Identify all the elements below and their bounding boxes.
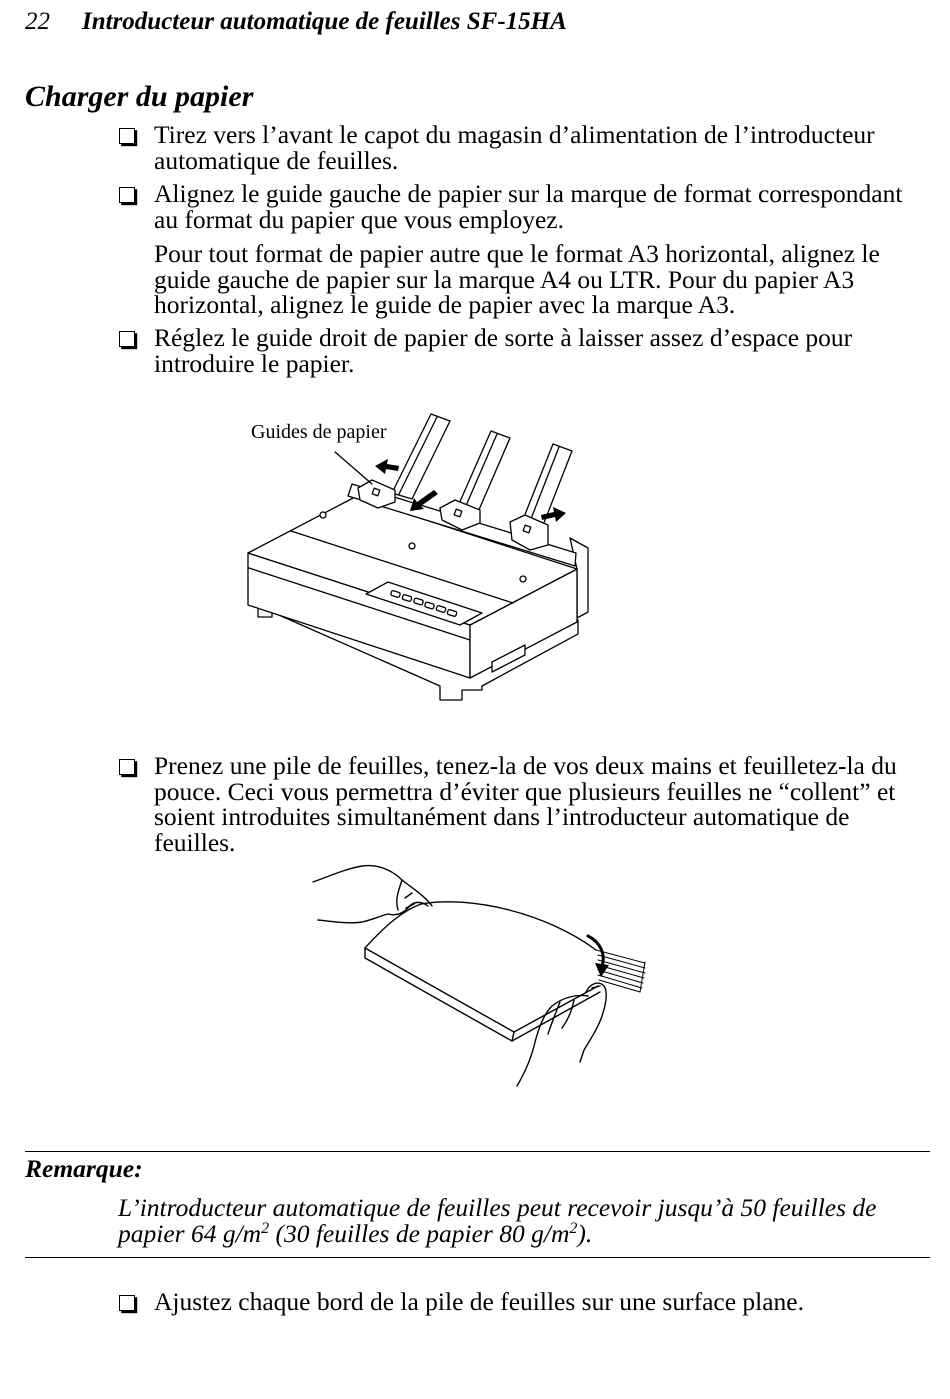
hands-fanning-paper-illustration	[305, 855, 655, 1095]
printer-illustration	[240, 405, 600, 705]
note-text: (30 feuilles de papier 80 g/m	[269, 1218, 570, 1248]
figure-label-paper-guides: Guides de papier	[251, 421, 387, 443]
list-item	[154, 1289, 804, 1315]
paragraph-line: horizontal, alignez le guide de papier avec la marque A3.	[154, 290, 736, 319]
item-text-line: Tirez vers l’avant le capot du magasin d’alimentation de l’introducteur	[154, 120, 875, 149]
note-body	[118, 1195, 876, 1246]
checkbox-icon	[119, 331, 135, 347]
superscript: 2	[569, 1219, 578, 1237]
arrow-left-icon	[375, 459, 399, 474]
screw	[409, 543, 415, 549]
label-leader-line	[335, 452, 372, 484]
left-hand	[313, 866, 432, 923]
note-text: papier 64 g/m	[118, 1218, 262, 1248]
item-text-line: soient introduites simultanément dans l’introducteur automatique de	[154, 802, 850, 831]
section-title: Charger du papier	[25, 80, 254, 113]
item-text-line: automatique de feuilles.	[154, 145, 399, 175]
right-hand	[517, 983, 606, 1086]
item-text-line: Ajustez chaque bord de la pile de feuilles sur une surface plane.	[154, 1287, 804, 1316]
paragraph-line: Pour tout format de papier autre que le format A3 horizontal, alignez le	[154, 239, 880, 268]
screw	[320, 512, 326, 518]
note-top-rule	[25, 1151, 930, 1152]
list-item	[154, 753, 897, 855]
item-text-line: au format du papier que vous employez.	[154, 204, 564, 234]
item-text-line: Prenez une pile de feuilles, tenez-la de vos deux mains et feuilletez-la du	[154, 751, 897, 780]
curved-arrow-head-icon	[595, 963, 609, 977]
item-text-line: feuilles.	[154, 827, 236, 857]
paragraph-line: guide gauche de papier sur la marque A4 ou LTR. Pour du papier A3	[154, 264, 855, 294]
checkbox-icon	[119, 759, 135, 775]
item-text-line: pouce. Ceci vous permettra d’éviter que plusieurs feuilles ne “collent” et	[154, 776, 896, 806]
paper-support	[392, 414, 450, 499]
item-text-line: Alignez le guide gauche de papier sur la marque de format correspondant	[154, 179, 903, 208]
note-text: ).	[577, 1218, 593, 1248]
item-text-line: Réglez le guide droit de papier de sorte à laisser assez d’espace pour	[154, 323, 853, 352]
note-line	[118, 1218, 876, 1248]
curved-arrow-icon	[588, 936, 603, 966]
note-line: L’introducteur automatique de feuilles peut recevoir jusqu’à 50 feuilles de	[118, 1193, 877, 1222]
checkbox-icon	[119, 1295, 135, 1311]
item-text-line: introduire le papier.	[154, 348, 355, 378]
page-number: 22	[25, 8, 50, 35]
list-item	[154, 325, 852, 376]
body-paragraph	[154, 241, 880, 318]
paper-stack	[365, 902, 600, 1041]
running-title: Introducteur automatique de feuilles SF-15HA	[82, 8, 567, 35]
note-heading: Remarque:	[25, 1154, 143, 1183]
superscript: 2	[261, 1219, 270, 1237]
checkbox-icon	[119, 187, 135, 203]
list-item	[154, 181, 902, 232]
list-item	[154, 122, 875, 173]
screw	[520, 576, 526, 582]
note-bottom-rule	[25, 1257, 930, 1258]
checkbox-icon	[119, 128, 135, 144]
